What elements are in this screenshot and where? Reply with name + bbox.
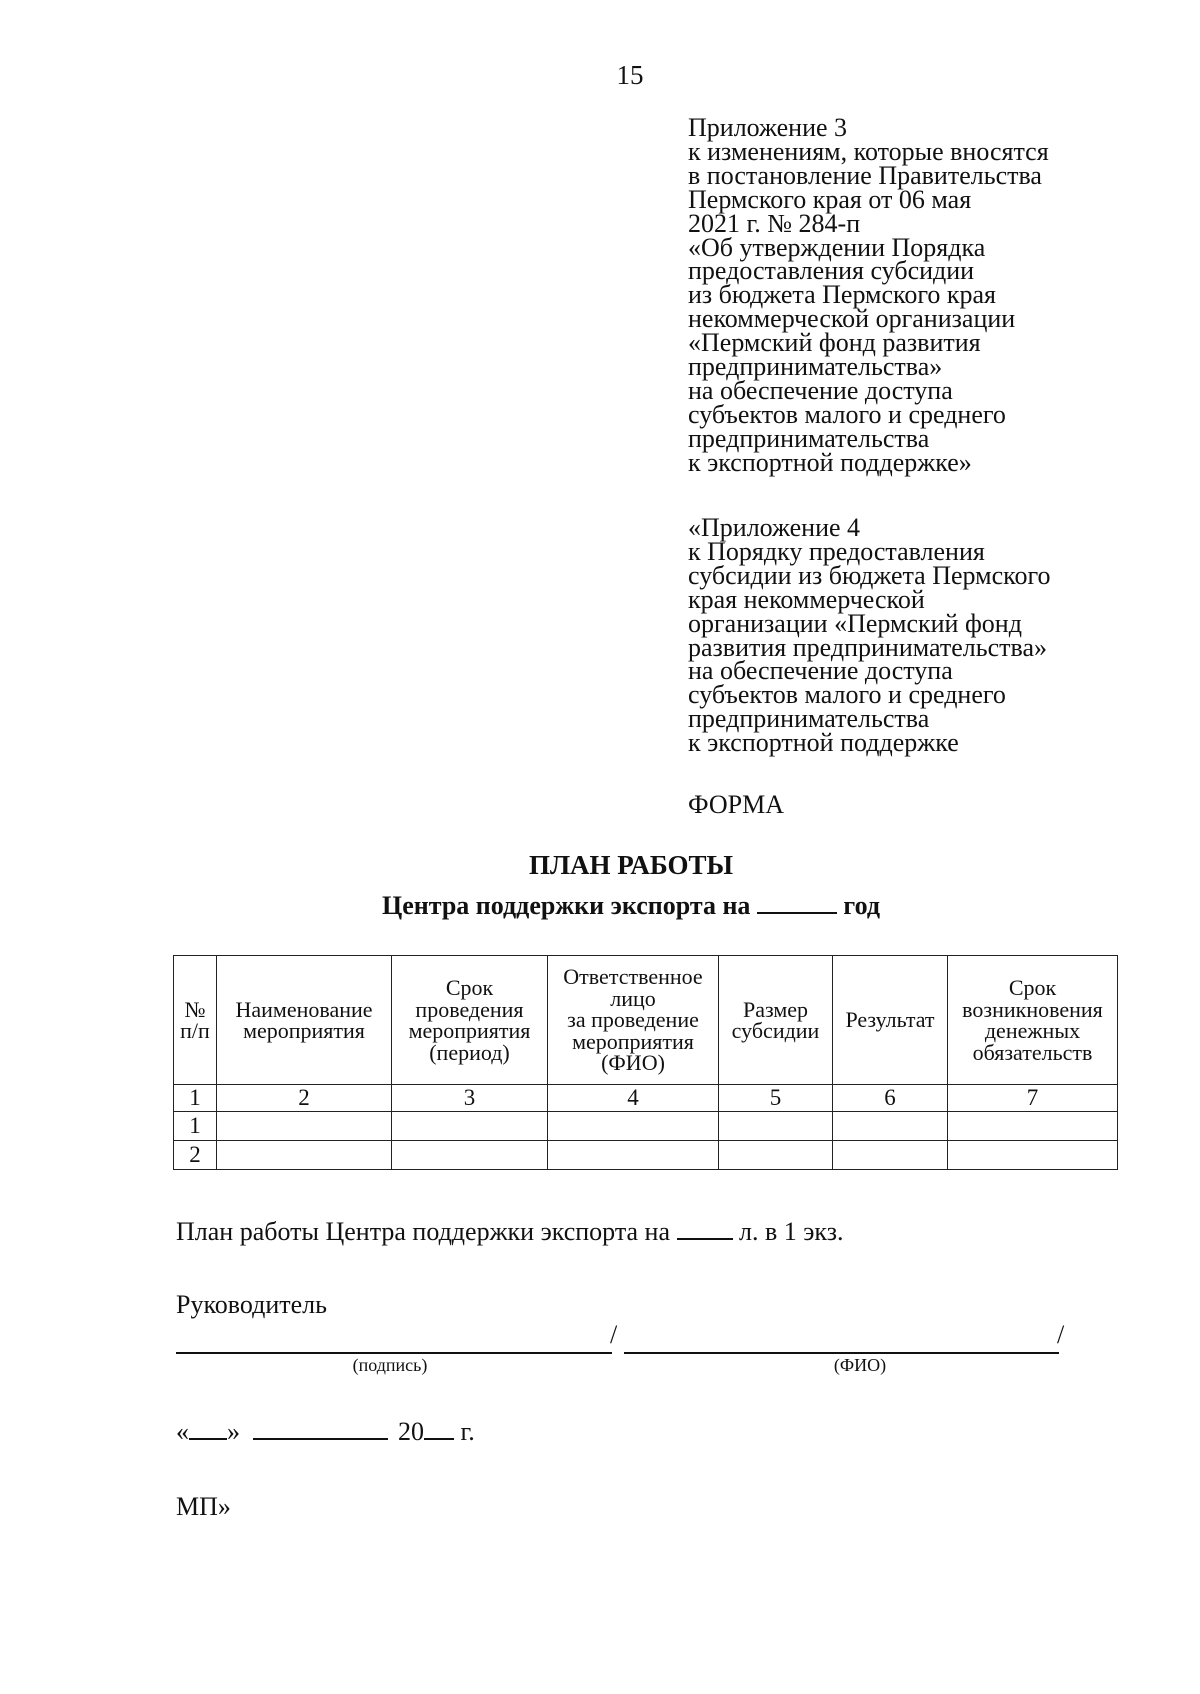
column-header: Наименование мероприятия xyxy=(217,956,392,1085)
column-number-cell: 5 xyxy=(719,1085,833,1112)
appendix-line: 2021 г. № 284-п xyxy=(688,208,861,238)
table-cell xyxy=(548,1141,719,1170)
signature-separator: / xyxy=(610,1320,618,1349)
column-number-cell: 1 xyxy=(174,1085,217,1112)
appendix-line: предпринимательства» xyxy=(688,352,943,382)
table-cell xyxy=(948,1112,1118,1141)
row-number-cell: 2 xyxy=(174,1141,217,1170)
row-number-cell: 1 xyxy=(174,1112,217,1141)
appendix-line: к экспортной поддержке» xyxy=(688,447,972,477)
appendix-line: на обеспечение доступа xyxy=(688,656,953,686)
column-header: Срок проведения мероприятия (период) xyxy=(392,956,548,1085)
copies-line xyxy=(176,1216,844,1247)
column-number-cell: 2 xyxy=(217,1085,392,1112)
appendix-line: к экспортной поддержке xyxy=(688,728,959,758)
stamp-label: МП» xyxy=(176,1492,231,1521)
table-cell xyxy=(833,1141,948,1170)
column-header: Размер субсидии xyxy=(719,956,833,1085)
signature-end-slash: / xyxy=(1057,1320,1065,1349)
subtitle-year-word: год xyxy=(843,891,880,920)
signature-caption: (подпись) xyxy=(352,1355,428,1375)
appendix-line: субсидии из бюджета Пермского xyxy=(688,560,1051,590)
year-suffix: г. xyxy=(460,1417,475,1446)
appendix-line: Пермского края от 06 мая xyxy=(688,184,972,214)
name-line xyxy=(624,1352,1059,1354)
name-caption: (ФИО) xyxy=(833,1355,887,1375)
table-cell xyxy=(392,1112,548,1141)
table-cell xyxy=(719,1141,833,1170)
appendix-line: предпринимательства xyxy=(688,704,930,734)
appendix-line: края некоммерческой xyxy=(688,584,925,614)
document-subtitle xyxy=(0,890,1200,921)
year-prefix: 20 xyxy=(398,1417,424,1446)
appendix-line: на обеспечение доступа xyxy=(688,375,953,405)
appendix-line: из бюджета Пермского края xyxy=(688,280,997,310)
pages-blank xyxy=(677,1216,733,1240)
column-number-cell: 4 xyxy=(548,1085,719,1112)
subtitle-text: Центра поддержки экспорта на xyxy=(382,891,751,920)
form-label: ФОРМА xyxy=(688,790,784,819)
column-header: Ответственное лицо за проведение мероприятия (ФИО) xyxy=(548,956,719,1085)
signature-line xyxy=(176,1352,612,1354)
day-blank xyxy=(189,1416,227,1440)
copies-text: План работы Центра поддержки экспорта на xyxy=(176,1217,671,1246)
appendix-line: организации «Пермский фонд xyxy=(688,608,1022,638)
appendix-line: субъектов малого и среднего xyxy=(688,399,1006,429)
appendix-line: «Пермский фонд развития xyxy=(688,328,981,358)
date-line xyxy=(176,1416,475,1447)
table-cell xyxy=(948,1141,1118,1170)
table-cell xyxy=(833,1112,948,1141)
appendix-line: к Порядку предоставления xyxy=(688,536,985,566)
column-number-cell: 6 xyxy=(833,1085,948,1112)
table-header-row xyxy=(174,956,1118,1085)
appendix-line: развития предпринимательства» xyxy=(688,632,1047,662)
table-cell xyxy=(217,1141,392,1170)
appendix-4-header xyxy=(688,513,1128,758)
table-cell xyxy=(392,1141,548,1170)
column-header: Результат xyxy=(833,956,948,1085)
column-header: Срок возникновения денежных обязательств xyxy=(948,956,1118,1085)
column-header: № п/п xyxy=(174,956,217,1085)
page-number: 15 xyxy=(616,60,644,90)
date-open-quote: « xyxy=(176,1417,189,1446)
table-cell xyxy=(217,1112,392,1141)
column-number-cell: 3 xyxy=(392,1085,548,1112)
table-cell xyxy=(719,1112,833,1141)
appendix-line: «Об утверждении Порядка xyxy=(688,232,986,262)
appendix-line: некоммерческой организации xyxy=(688,304,1016,334)
table-cell xyxy=(548,1112,719,1141)
appendix-line: Приложение 3 xyxy=(688,113,848,142)
appendix-line: предпринимательства xyxy=(688,423,930,453)
head-label: Руководитель xyxy=(176,1290,327,1319)
document-title: ПЛАН РАБОТЫ xyxy=(528,850,734,880)
month-blank xyxy=(253,1416,388,1440)
appendix-line: к изменениям, которые вносятся xyxy=(688,136,1049,166)
column-number-cell: 7 xyxy=(948,1085,1118,1112)
table-row xyxy=(174,1112,1118,1141)
table-column-numbers-row xyxy=(174,1085,1118,1112)
date-close-quote: » xyxy=(227,1417,240,1446)
copies-suffix: л. в 1 экз. xyxy=(739,1217,844,1246)
table-row xyxy=(174,1141,1118,1170)
appendix-3-header xyxy=(688,113,1128,477)
year-blank xyxy=(757,890,837,914)
appendix-line: субъектов малого и среднего xyxy=(688,680,1006,710)
appendix-line: предоставления субсидии xyxy=(688,256,975,286)
work-plan-table xyxy=(173,955,1118,1170)
appendix-line: в постановление Правительства xyxy=(688,160,1042,190)
appendix-line: «Приложение 4 xyxy=(688,513,861,542)
year-digits-blank xyxy=(424,1416,454,1440)
